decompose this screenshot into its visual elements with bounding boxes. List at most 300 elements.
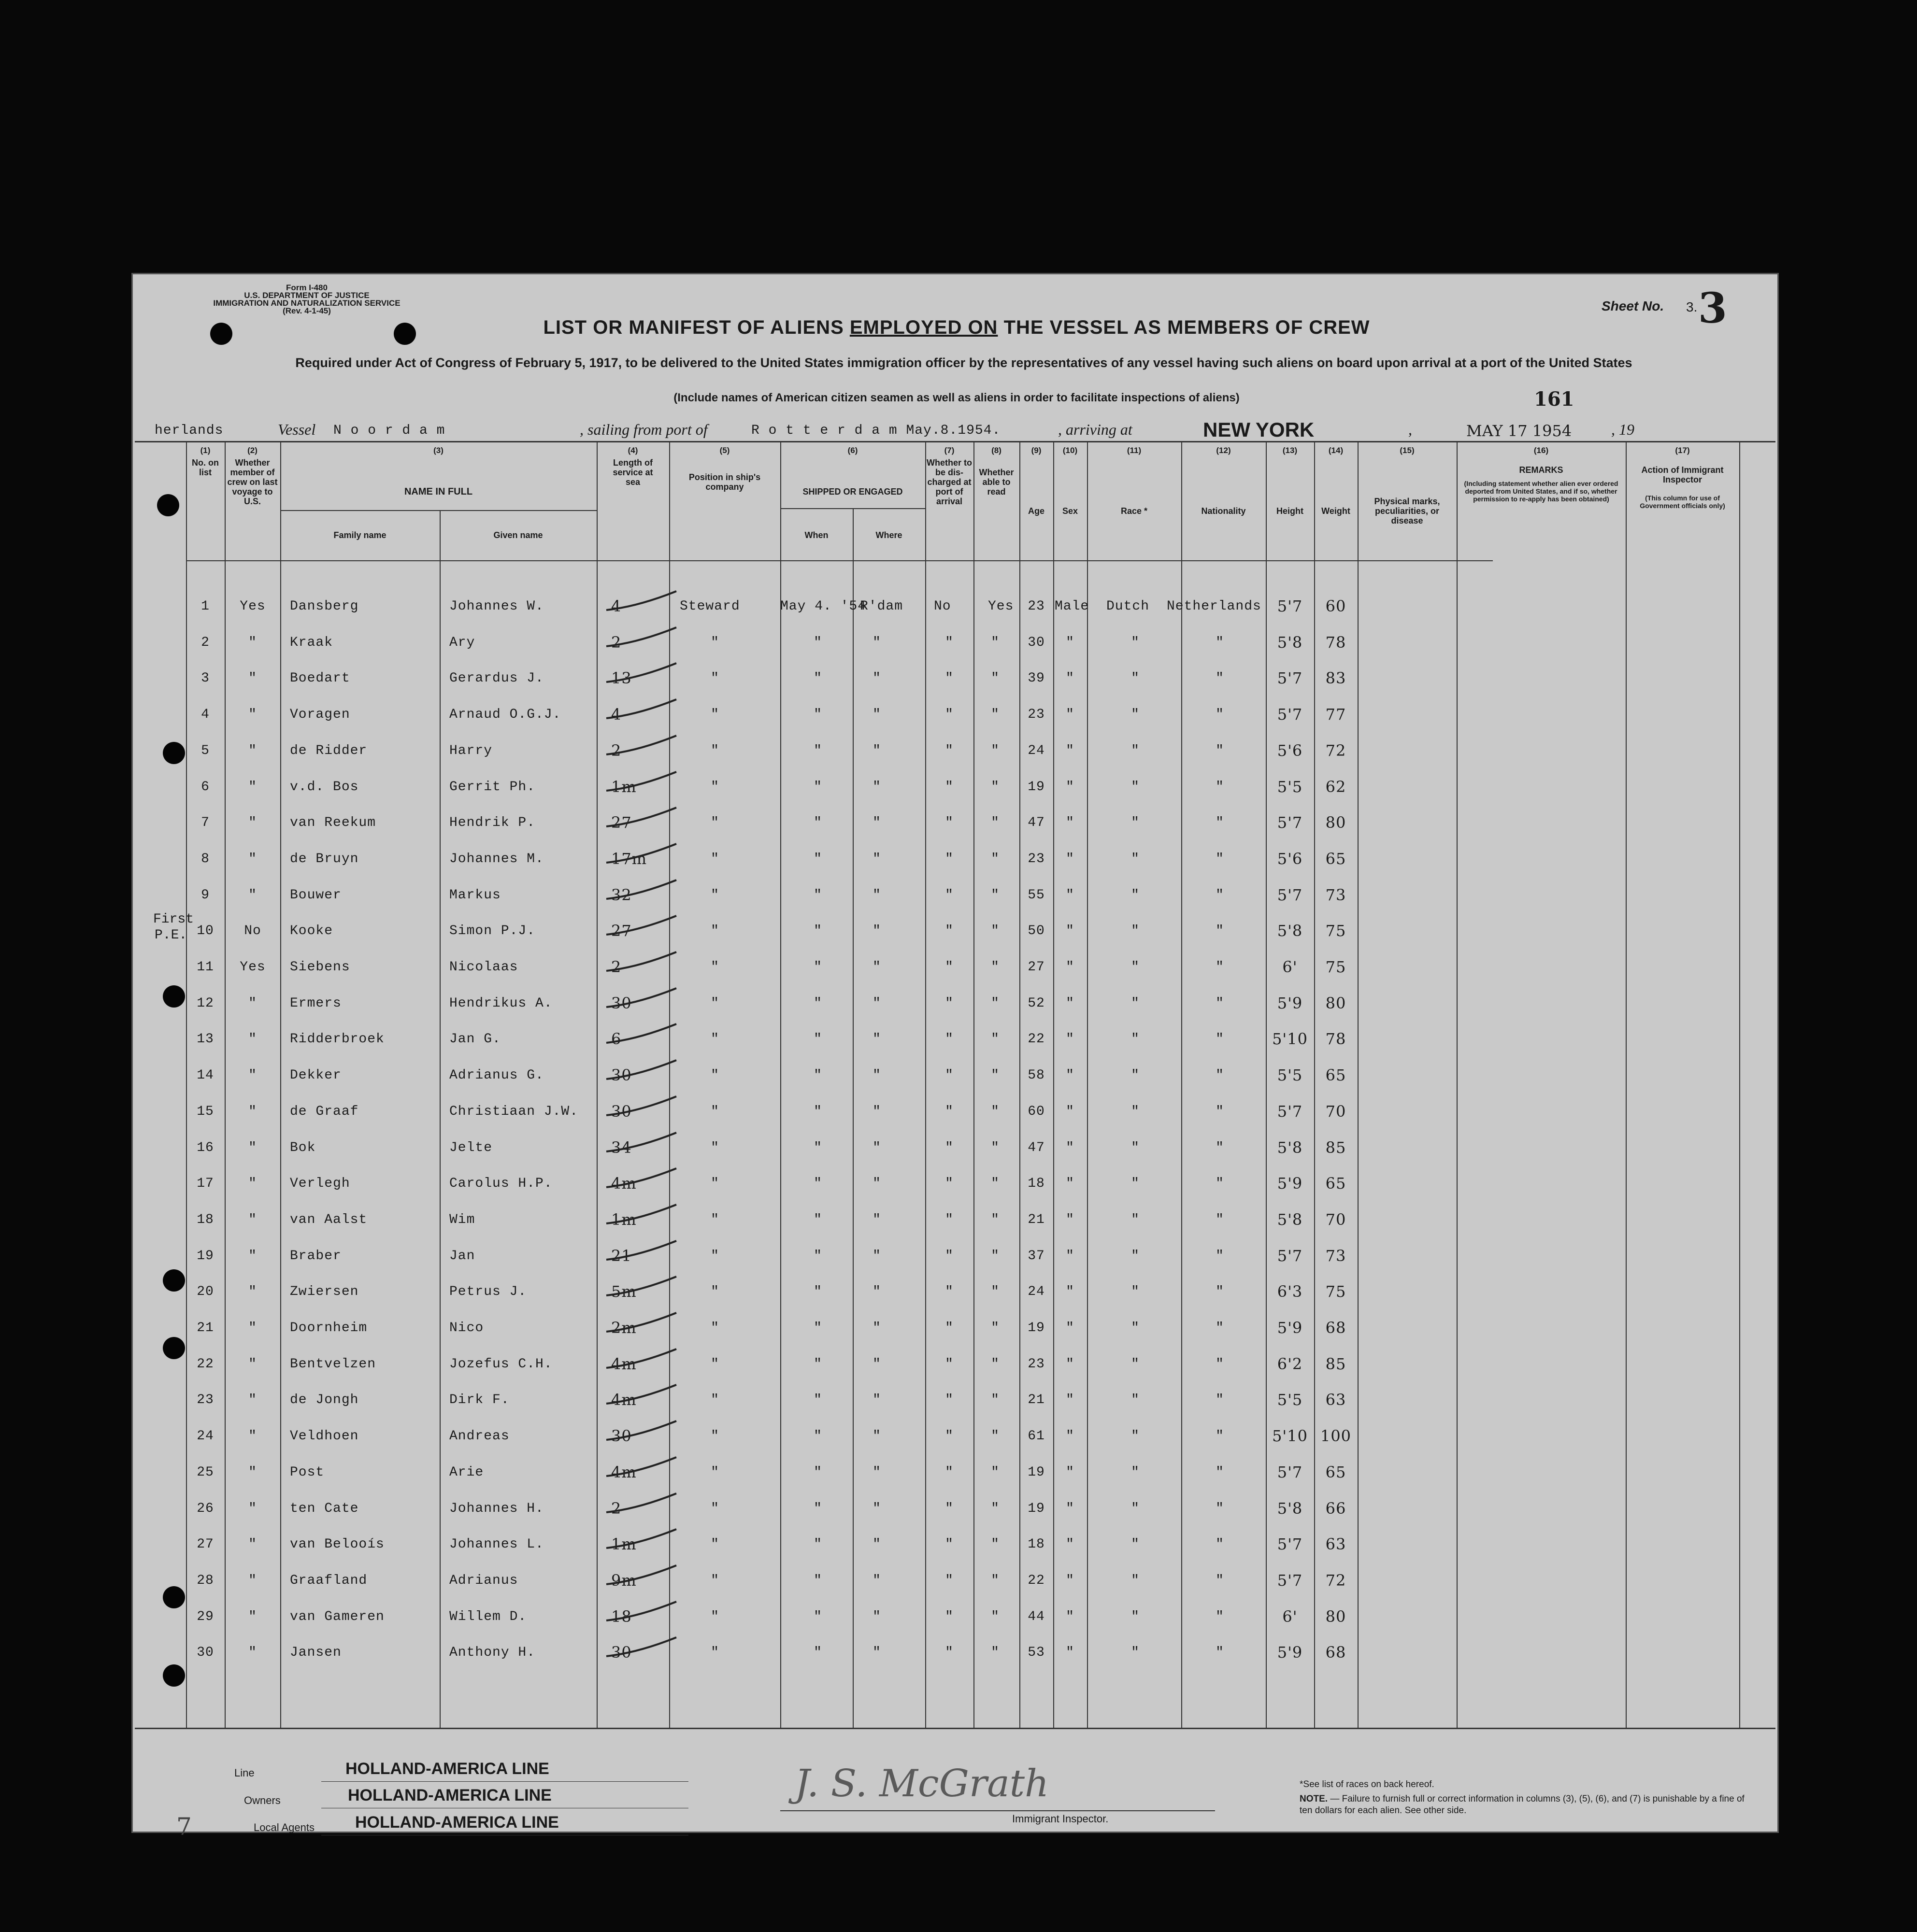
position-ditto: " [711, 635, 719, 650]
race-ditto: " [1131, 1573, 1140, 1588]
arrival-date: MAY 17 1954 [1466, 422, 1572, 440]
read-ditto: " [991, 1464, 1000, 1480]
discharged-ditto: " [945, 995, 954, 1011]
col-line [1019, 441, 1020, 1728]
last-voyage: " [248, 1321, 257, 1335]
where-ditto: " [873, 887, 881, 903]
height: 6'2 [1277, 1354, 1303, 1373]
check-mark [604, 1454, 681, 1483]
service-length: 1m [611, 777, 637, 796]
sex-ditto: " [1066, 635, 1074, 650]
position-ditto: " [711, 815, 719, 831]
read-ditto: " [991, 743, 1000, 758]
race-ditto: " [1131, 1356, 1140, 1372]
nationality-ditto: " [1216, 1068, 1224, 1083]
service-length: 21 [611, 1246, 632, 1265]
when-ditto: " [814, 1104, 822, 1119]
sex-ditto: " [1066, 1140, 1074, 1155]
form-number: Form I-480 [286, 283, 328, 292]
race-ditto: " [1131, 1429, 1140, 1444]
check-mark [604, 1094, 681, 1122]
col16-header: REMARKS [1519, 465, 1563, 475]
race-ditto: " [1131, 743, 1140, 758]
age: 50 [1028, 923, 1045, 939]
nationality-ditto: " [1216, 1392, 1224, 1408]
form-revision: (Rev. 4-1-45) [283, 306, 331, 315]
check-mark [604, 660, 681, 689]
nationality-ditto: " [1216, 1429, 1224, 1444]
service-length: 17m [611, 849, 647, 868]
where-ditto: " [873, 960, 881, 975]
where-ditto: " [873, 815, 881, 831]
row-number: 24 [197, 1429, 214, 1444]
race-ditto: " [1131, 815, 1140, 831]
nationality-ditto: " [1216, 1321, 1224, 1335]
last-voyage: " [248, 743, 257, 758]
height: 5'6 [1277, 741, 1303, 760]
family-name: de Jongh [290, 1392, 359, 1408]
read-ditto: " [991, 960, 1000, 975]
punch-hole [163, 1269, 185, 1292]
first-position: Steward [680, 599, 740, 614]
subtitle: Required under Act of Congress of February 5, 1917, to be delivered to the United States immigration officer by the representatives of any vessel having such aliens on board upon arrival at a port of the United States [295, 355, 1632, 370]
age: 24 [1028, 743, 1045, 758]
given-name: Arnaud O.G.J. [449, 707, 561, 723]
row-number: 11 [197, 960, 214, 975]
age: 18 [1028, 1176, 1045, 1192]
family-name: Verlegh [290, 1176, 350, 1192]
col2-number: (2) [247, 446, 258, 455]
given-name: Jan [449, 1248, 475, 1264]
given-name: Petrus J. [449, 1284, 527, 1300]
given-name: Andreas [449, 1429, 510, 1444]
race-ditto: " [1131, 707, 1140, 723]
weight: 75 [1325, 1282, 1346, 1301]
col14-header: Weight [1321, 506, 1350, 516]
last-voyage: " [248, 1248, 257, 1264]
discharged-ditto: " [945, 1068, 954, 1083]
position-ditto: " [711, 1429, 719, 1444]
read-ditto: " [991, 1104, 1000, 1119]
sex-ditto: " [1066, 779, 1074, 795]
given-name: Jozefus C.H. [449, 1356, 553, 1372]
check-mark [604, 733, 681, 762]
nationality-ditto: " [1216, 851, 1224, 867]
discharged-ditto: " [945, 851, 954, 867]
where-ditto: " [873, 923, 881, 939]
service-length: 30 [611, 1643, 632, 1662]
nationality-ditto: " [1216, 1356, 1224, 1372]
given-name: Adrianus [449, 1573, 518, 1588]
col17-number: (17) [1675, 446, 1690, 455]
discharged-ditto: " [945, 635, 954, 650]
col17-header: Action of Immigrant Inspector [1641, 465, 1724, 484]
sex-ditto: " [1066, 1321, 1074, 1335]
weight: 72 [1325, 1571, 1346, 1590]
col6-header: SHIPPED OR ENGAGED [802, 487, 903, 497]
height: 5'8 [1277, 1210, 1303, 1229]
given-name: Ary [449, 635, 475, 650]
weight: 72 [1325, 741, 1346, 760]
last-voyage: " [248, 635, 257, 650]
age: 18 [1028, 1537, 1045, 1552]
service-length: 2 [611, 633, 622, 652]
owners-value: HOLLAND-AMERICA LINE [348, 1786, 552, 1804]
first-race: Dutch [1106, 599, 1150, 614]
col10-number: (10) [1062, 446, 1078, 455]
height: 5'7 [1277, 885, 1303, 904]
race-ditto: " [1131, 1537, 1140, 1552]
first-where: R'dam [860, 599, 903, 614]
title-part-b: EMPLOYED ON [849, 317, 998, 338]
where-ditto: " [873, 1429, 881, 1444]
sex-ditto: " [1066, 995, 1074, 1011]
row-number: 26 [197, 1501, 214, 1516]
race-ditto: " [1131, 1321, 1140, 1335]
read-ditto: " [991, 1356, 1000, 1372]
check-mark [604, 588, 681, 617]
subtitle-note: (Include names of American citizen seamen as well as aliens in order to facilitate inspections of aliens) [673, 391, 1240, 404]
col-line [440, 511, 441, 1728]
position-ditto: " [711, 1032, 719, 1047]
last-voyage: " [248, 1573, 257, 1588]
col-line [1053, 441, 1054, 1728]
check-mark [604, 769, 681, 798]
col-line [186, 441, 187, 1728]
age: 21 [1028, 1212, 1045, 1227]
row-number: 9 [201, 887, 210, 903]
position-ditto: " [711, 1248, 719, 1264]
family-name: v.d. Bos [290, 779, 359, 795]
when-ditto: " [814, 1068, 822, 1083]
sex-ditto: " [1066, 851, 1074, 867]
service-length: 4m [611, 1463, 637, 1481]
stamp-number: 161 [1534, 388, 1574, 411]
sex-ditto: " [1066, 960, 1074, 975]
service-length: 30 [611, 1427, 632, 1446]
discharged-ditto: " [945, 707, 954, 723]
when-ditto: " [814, 1537, 822, 1552]
last-voyage: " [248, 1392, 257, 1408]
height: 6' [1282, 958, 1298, 976]
age: 39 [1028, 671, 1045, 686]
position-ditto: " [711, 995, 719, 1011]
age: 47 [1028, 1140, 1045, 1155]
agents-value: HOLLAND-AMERICA LINE [355, 1813, 559, 1832]
where-ditto: " [873, 995, 881, 1011]
col-line [853, 509, 854, 1728]
nationality-ditto: " [1216, 671, 1224, 686]
last-voyage: " [248, 1104, 257, 1119]
weight: 63 [1325, 1391, 1346, 1409]
col11-header: Race * [1120, 506, 1148, 516]
title-part-a: LIST OR MANIFEST OF ALIENS [543, 317, 850, 338]
age: 24 [1028, 1284, 1045, 1300]
race-ditto: " [1131, 635, 1140, 650]
rule-bottom [135, 1728, 1775, 1729]
race-ditto: " [1131, 1645, 1140, 1661]
discharged-ditto: " [945, 815, 954, 831]
when-ditto: " [814, 1501, 822, 1516]
age: 44 [1028, 1609, 1045, 1624]
check-mark [604, 1382, 681, 1411]
when-ditto: " [814, 1176, 822, 1192]
last-voyage: No [244, 923, 261, 939]
height: 5'9 [1277, 1643, 1303, 1662]
sex-ditto: " [1066, 887, 1074, 903]
weight: 66 [1325, 1499, 1346, 1518]
height: 5'7 [1277, 1571, 1303, 1590]
where-ditto: " [873, 1248, 881, 1264]
form-id-block [191, 284, 423, 315]
penalty-note [1300, 1793, 1759, 1817]
weight: 75 [1325, 922, 1346, 940]
sex-ditto: " [1066, 1392, 1074, 1408]
family-name: de Graaf [290, 1104, 359, 1119]
race-ditto: " [1131, 960, 1140, 975]
row-number: 21 [197, 1321, 214, 1335]
last-voyage: " [248, 1609, 257, 1624]
read-ditto: " [991, 1573, 1000, 1588]
family-name: Bouwer [290, 887, 342, 903]
signature-rule [780, 1810, 1215, 1811]
given-name: Harry [449, 743, 493, 758]
sex-ditto: " [1066, 1429, 1074, 1444]
given-name: Adrianus G. [449, 1068, 544, 1083]
sex-ditto: " [1066, 743, 1074, 758]
family-name: Graafland [290, 1573, 368, 1588]
col13-header: Height [1276, 506, 1303, 516]
position-ditto: " [711, 707, 719, 723]
given-name: Gerardus J. [449, 671, 544, 686]
read-ditto: " [991, 707, 1000, 723]
age: 53 [1028, 1645, 1045, 1661]
sheet-dots: 3. [1686, 299, 1698, 314]
weight: 80 [1325, 994, 1346, 1012]
last-voyage: " [248, 1284, 257, 1300]
position-ditto: " [711, 960, 719, 975]
col-line [1626, 441, 1627, 1728]
punch-hole [157, 494, 179, 516]
height: 5'8 [1277, 922, 1303, 940]
position-ditto: " [711, 1068, 719, 1083]
where-ditto: " [873, 707, 881, 723]
read-ditto: " [991, 779, 1000, 795]
where-ditto: " [873, 1609, 881, 1624]
date-comma: , [1408, 421, 1412, 438]
col2-header: Whether member of crew on last voyage to U.S. [227, 458, 278, 506]
height: 5'7 [1277, 813, 1303, 832]
height: 5'7 [1277, 705, 1303, 724]
weight: 70 [1325, 1210, 1346, 1229]
race-ditto: " [1131, 1104, 1140, 1119]
last-voyage: " [248, 671, 257, 686]
age: 19 [1028, 1464, 1045, 1480]
last-voyage: " [248, 1464, 257, 1480]
sex-ditto: " [1066, 1464, 1074, 1480]
line-rule [321, 1781, 688, 1782]
col1-header: No. on list [192, 458, 219, 477]
margin-note-first: First [153, 912, 194, 927]
form-service: IMMIGRATION AND NATURALIZATION SERVICE [213, 298, 401, 308]
weight: 78 [1325, 633, 1346, 652]
row-number: 22 [197, 1356, 214, 1372]
row-number: 18 [197, 1212, 214, 1227]
row-number: 12 [197, 995, 214, 1011]
col10-header: Sex [1062, 506, 1078, 516]
where-ditto: " [873, 1284, 881, 1300]
position-ditto: " [711, 743, 719, 758]
height: 5'6 [1277, 849, 1303, 868]
last-voyage: " [248, 1032, 257, 1047]
read-ditto: " [991, 1537, 1000, 1552]
sex-ditto: " [1066, 815, 1074, 831]
service-length: 4m [611, 1174, 637, 1193]
check-mark [604, 985, 681, 1014]
arriving-label: , arriving at [1058, 421, 1132, 438]
height: 6'3 [1277, 1282, 1303, 1301]
read-ditto: " [991, 1429, 1000, 1444]
position-ditto: " [711, 887, 719, 903]
where-ditto: " [873, 1501, 881, 1516]
when-ditto: " [814, 1284, 822, 1300]
age: 27 [1028, 960, 1045, 975]
position-ditto: " [711, 1501, 719, 1516]
where-ditto: " [873, 1356, 881, 1372]
rule-shipped-sub [780, 508, 925, 509]
family-name: Ridderbroek [290, 1032, 385, 1047]
race-ditto: " [1131, 995, 1140, 1011]
row-number: 27 [197, 1537, 214, 1552]
race-ditto: " [1131, 1464, 1140, 1480]
discharged-ditto: " [945, 1140, 954, 1155]
inspector-signature: J. S. McGrath [795, 1762, 1049, 1805]
age: 37 [1028, 1248, 1045, 1264]
sailing-label: , sailing from port of [580, 421, 708, 438]
when-ditto: " [814, 815, 822, 831]
read-ditto: " [991, 1212, 1000, 1227]
position-ditto: " [711, 671, 719, 686]
nationality-ditto: " [1216, 1104, 1224, 1119]
family-name: Bok [290, 1140, 316, 1155]
when-ditto: " [814, 1573, 822, 1588]
given-name: Gerrit Ph. [449, 779, 536, 795]
sheet-number: 3 [1698, 284, 1727, 333]
family-name: de Bruyn [290, 851, 359, 867]
check-mark [604, 1418, 681, 1447]
check-mark [604, 1634, 681, 1663]
weight: 77 [1325, 705, 1346, 724]
family-name: Dekker [290, 1068, 342, 1083]
check-mark [604, 805, 681, 834]
read-ditto: " [991, 1284, 1000, 1300]
height: 5'8 [1277, 1499, 1303, 1518]
sex-ditto: " [1066, 707, 1074, 723]
discharged-ditto: " [945, 743, 954, 758]
family-name: van Gameren [290, 1609, 385, 1624]
where-ditto: " [873, 635, 881, 650]
position-ditto: " [711, 1645, 719, 1661]
sex-ditto: " [1066, 1176, 1074, 1192]
age: 61 [1028, 1429, 1045, 1444]
first-nationality: Netherlands [1167, 599, 1261, 614]
nationality-ditto: " [1216, 1573, 1224, 1588]
position-ditto: " [711, 1176, 719, 1192]
nationality-ditto: " [1216, 995, 1224, 1011]
family-name: Boedart [290, 671, 350, 686]
position-ditto: " [711, 1140, 719, 1155]
service-length: 32 [611, 885, 632, 904]
nationality-ditto: " [1216, 815, 1224, 831]
height: 5'7 [1277, 1535, 1303, 1554]
position-ditto: " [711, 1284, 719, 1300]
where-ditto: " [873, 1573, 881, 1588]
position-ditto: " [711, 1537, 719, 1552]
given-name: Willem D. [449, 1609, 527, 1624]
family-name: Veldhoen [290, 1429, 359, 1444]
weight: 80 [1325, 813, 1346, 832]
rule-name-sub [280, 510, 597, 511]
given-name: Markus [449, 887, 501, 903]
height: 5'5 [1277, 1066, 1303, 1085]
discharged-ditto: " [945, 779, 954, 795]
family-name: Zwiersen [290, 1284, 359, 1300]
given-name: Christiaan J.W. [449, 1104, 579, 1119]
age: 58 [1028, 1068, 1045, 1083]
family-name: Doornheim [290, 1321, 368, 1335]
where-ditto: " [873, 1032, 881, 1047]
discharged-ditto: " [945, 1212, 954, 1227]
check-mark [604, 1202, 681, 1231]
nationality-ditto: " [1216, 923, 1224, 939]
service-length: 4 [611, 597, 622, 615]
last-voyage: " [248, 815, 257, 831]
service-length: 6 [611, 1030, 622, 1049]
age: 60 [1028, 1104, 1045, 1119]
col1-number: (1) [200, 446, 211, 455]
last-voyage: " [248, 851, 257, 867]
sheet-label: Sheet No. [1602, 298, 1664, 313]
col-line [1181, 441, 1182, 1728]
race-ditto: " [1131, 887, 1140, 903]
when-ditto: " [814, 1140, 822, 1155]
race-ditto: " [1131, 1248, 1140, 1264]
last-voyage: Yes [240, 599, 266, 614]
position-ditto: " [711, 1321, 719, 1335]
when-ditto: " [814, 635, 822, 650]
family-name: Siebens [290, 960, 350, 975]
age: 19 [1028, 1501, 1045, 1516]
row-number: 14 [197, 1068, 214, 1083]
age: 22 [1028, 1573, 1045, 1588]
nationality-ditto: " [1216, 1464, 1224, 1480]
corner-mark: 7 [176, 1813, 192, 1841]
service-length: 9m [611, 1571, 637, 1590]
weight: 65 [1325, 1174, 1346, 1193]
row-number: 10 [197, 923, 214, 939]
when-ditto: " [814, 1321, 822, 1335]
service-length: 2 [611, 1499, 622, 1518]
col-line [1739, 441, 1740, 1728]
col7-number: (7) [944, 446, 955, 455]
nationality-ditto: " [1216, 1537, 1224, 1552]
discharged-ditto: " [945, 923, 954, 939]
row-number: 13 [197, 1032, 214, 1047]
discharged-ditto: " [945, 1284, 954, 1300]
check-mark [604, 1526, 681, 1555]
when-ditto: " [814, 960, 822, 975]
race-ditto: " [1131, 671, 1140, 686]
